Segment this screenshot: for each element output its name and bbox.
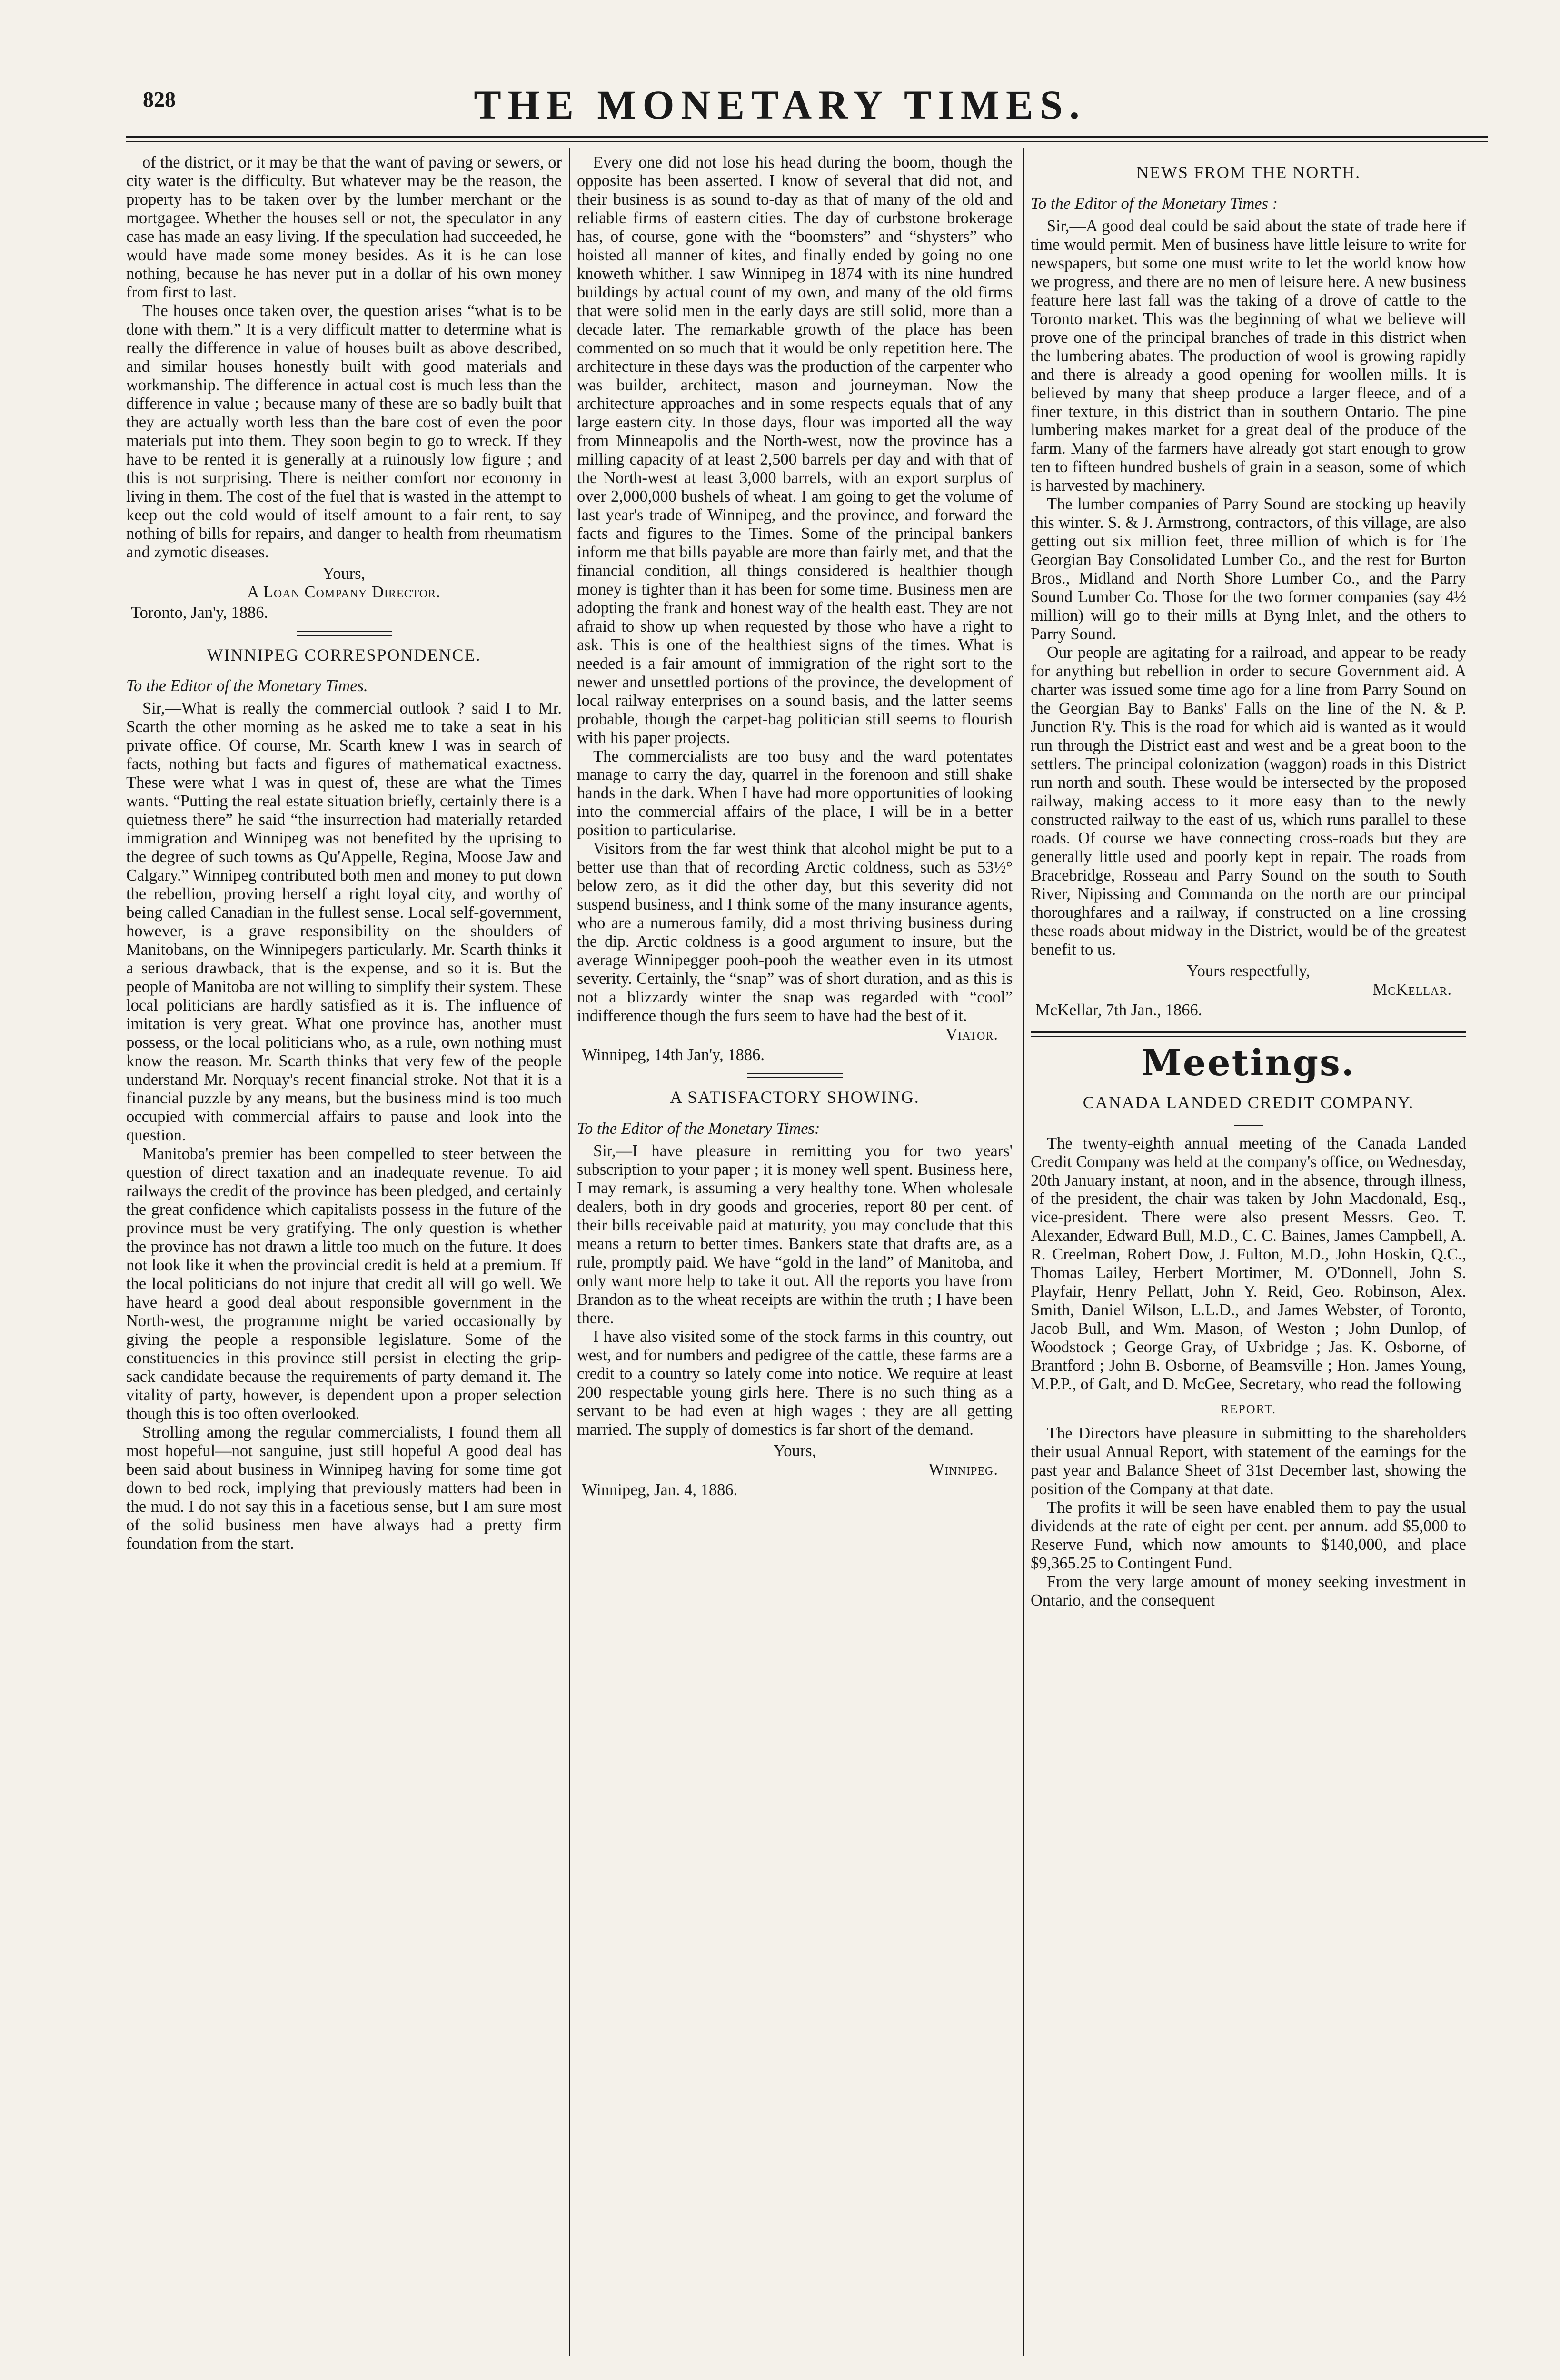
section-rule-thin bbox=[1031, 1036, 1466, 1037]
article-paragraph: Visitors from the far west think that alcohol might be put to a better use than that of recording Arctic coldness, such as 53½° below zero, as it did the other day, but this severity did not suspend business, and I think some of the many insurance agents, who are a numerous family, did a most thriving business during the dip. Arctic coldness is a good argument to insure, but the average Winnipegger pooh-pooh the weather even in its utmost severity. Certainly, the “snap” was of short duration, and as this is not a blizzardy winter the snap was regarded with “cool” indifference though the furs seem to have had the best of it. bbox=[577, 840, 1013, 1025]
section-title: Meetings. bbox=[1141, 1041, 1356, 1084]
separator-rule bbox=[747, 1077, 843, 1078]
salutation: To the Editor of the Monetary Times: bbox=[577, 1119, 820, 1138]
article-paragraph: Strolling among the regular commercialists, I found them all most hopeful—not sanguine, just still hopeful A good deal has been said about business in Winnipeg having for some time got down to bed rock, implying that previously matters had been in the mud. I do not say this in a facetious sense, but I am sure most of the solid business men have always had a pretty firm foundation from the start. bbox=[126, 1423, 562, 1553]
column-right bbox=[1031, 153, 1466, 2352]
report-label: REPORT. bbox=[1221, 1402, 1276, 1417]
page-number: 828 bbox=[143, 87, 176, 111]
separator-rule bbox=[747, 1073, 843, 1074]
signature-close: Yours respectfully, bbox=[1187, 962, 1310, 981]
heading-underline bbox=[1234, 1125, 1263, 1126]
signature-place-date: Winnipeg, 14th Jan'y, 1886. bbox=[582, 1046, 765, 1064]
signature-close: Yours, bbox=[322, 564, 366, 583]
article-paragraph: The commercialists are too busy and the ward potentates manage to carry the day, quarrel in the forenoon and still shake hands in the dark. When I have had more opportunities of looking into the commercial affairs of the place, I will be in a better position to particularise. bbox=[577, 747, 1013, 840]
masthead-rule-thin bbox=[126, 141, 1488, 142]
signature-place-date: McKellar, 7th Jan., 1866. bbox=[1035, 1001, 1202, 1019]
masthead-title: THE MONETARY TIMES. bbox=[474, 82, 1086, 128]
masthead-rule bbox=[126, 136, 1488, 138]
article-paragraph: Sir,—I have pleasure in remitting you for two years' subscription to your paper ; it is money well spent. Business here, I may remark, is assuming a very healthy tone. When wholesale dealers, both in dry goods and groceries, report 80 per cent. of their bills receivable paid at maturity, you may conclude that this means a return to better times. Bankers state that drafts are, as a rule, promptly paid. We have “gold in the land” of Manitoba, and only want more help to take it out. All the reports you have from Brandon as to the wheat receipts are within the truth ; I have been there. bbox=[577, 1141, 1013, 1327]
article-paragraph: Every one did not lose his head during the boom, though the opposite has been asserted. I know of several that did not, and their business is as sound to-day as that of many of the old and reliable firms of eastern cities. The day of curbstone brokerage has, of course, gone with the “boomsters” and “shysters” who hoisted all manner of kites, and finally ended by going no one knoweth whither. I saw Winnipeg in 1874 with its nine hundred buildings by actual count of my own, and many of the old firms that were solid men in the early days are still solid, more than a decade later. The remarkable growth of the place has been commented on so much that it would be only repetition here. The architecture in these days was the production of the carpenter who was builder, architect, mason and journeyman. Now the architecture approaches and in some respects equals that of any large eastern city. In those days, flour was imported all the way from Minneapolis and the North-west, now the province has a milling capacity of at least 2,500 barrels per day and with that of the North-west at least 3,000 barrels, with an export surplus of over 2,000,000 bushels of wheat. I am going to get the volume of last year's trade of Winnipeg, and the province, and forward the facts and figures to the Times. Some of the principal bankers inform me that bills payable are more than fairly met, and that the financial condition, all things considered is healthier though money is tighter than it has been for some time. Business men are adopting the frank and honest way of the health east. They are not afraid to show up when requested by those who have a right to ask. This is one of the healthiest signs of the times. What is needed is a fair amount of immigration of the right sort to the newer and unsettled portions of the province, the development of local railway enterprises on a sound basis, and the latter seems probable, though the carpet-bag politician still seems to flourish with his paper projects. bbox=[577, 153, 1013, 747]
article-paragraph: Sir,—What is really the commercial outlook ? said I to Mr. Scarth the other morning as he asked me to take a seat in his private office. Of course, Mr. Scarth knew I was in search of facts, nothing but facts and figures of mathematical exactness. These were what I was in quest of, these are what the Times wants. “Putting the real estate situation briefly, certainly there is a quietness there” he said “the insurrection had materially retarded immigration and Winnipeg was not benefited by the uprising to the degree of such towns as Qu'Appelle, Regina, Moose Jaw and Calgary.” Winnipeg contributed both men and money to put down the rebellion, proving herself a right loyal city, and worthy of being called Canadian in the fullest sense. Local self-government, however, is a grave responsibility on the shoulders of Manitobans, on the Winnipegers particularly. Mr. Scarth thinks it a serious drawback, that is the expense, and so it is. But the people of Manitoba are not willing to simplify their system. These local politicians are hardly satisfied as it is. The influence of imitation is very great. What one province has, another must possess, or the local politicians who, as a rule, own nothing must know the reason. Mr. Scarth thinks that very few of the people understand Mr. Norquay's recent financial stroke. Not that it is a financial puzzle by any means, but the business mind is too much occupied with commercial affairs to pause and look into the question. bbox=[126, 699, 562, 1144]
signature-name: Viator. bbox=[945, 1025, 998, 1044]
signature-name: McKellar. bbox=[1372, 981, 1452, 999]
column-divider-left bbox=[569, 148, 570, 2356]
article-heading: WINNIPEG CORRESPONDENCE. bbox=[207, 645, 481, 664]
column-divider-right bbox=[1023, 148, 1024, 2356]
article-paragraph: The profits it will be seen have enabled them to pay the usual dividends at the rate of eight per cent. per annum. add $5,000 to Reserve Fund, which now amounts to $140,000, and place $9,365.25 to Contingent Fund. bbox=[1031, 1498, 1466, 1572]
article-paragraph: I have also visited some of the stock farms in this country, out west, and for numbers and pedigree of the cattle, these farms are a credit to a country so lately come into notice. We require at least 200 respectable young girls here. There is no such thing as a servant to be had even at high wages ; they are all getting married. The supply of domestics is far short of the demand. bbox=[577, 1327, 1013, 1438]
salutation: To the Editor of the Monetary Times : bbox=[1031, 194, 1278, 213]
article-paragraph: From the very large amount of money seeking investment in Ontario, and the consequent bbox=[1031, 1572, 1466, 1609]
signature-name: Winnipeg. bbox=[928, 1460, 998, 1478]
section-rule bbox=[1031, 1031, 1466, 1033]
article-paragraph: Manitoba's premier has been compelled to steer between the question of direct taxation and an inadequate revenue. To aid railways the credit of the province has been pledged, and certainly the great confidence which capitalists possess in the future of the province must be very gratifying. The only question is whether the province has not drawn a little too much on the future. It does not look like it when the provincial credit is held at a premium. If the local politicians do not injure that credit all will go well. We have heard a good deal about responsible government in the North-west, the programme might be varied occasionally by giving the people a responsible legislature. Some of the constituencies in this province still persist in electing the grip-sack candidate because the requirements of party demand it. The vitality of party, however, is dependent upon a proper selection though this is too often overlooked. bbox=[126, 1144, 562, 1423]
article-paragraph: The Directors have pleasure in submitting to the shareholders their usual Annual Report, with statement of the earnings for the past year and Balance Sheet of 31st December last, showing the position of the Company at that date. bbox=[1031, 1424, 1466, 1498]
article-paragraph: of the district, or it may be that the want of paving or sewers, or city water is the difficulty. But whatever may be the reason, the property has to be taken over by the lumber merchant or the mortgagee. Whether the houses sell or not, the speculator in any case has made an easy living. If the speculation had succeeded, he would have made some money besides. As it is he can lose nothing, because he has never put in a dollar of his own money from first to last. bbox=[126, 153, 562, 301]
signature-name: A Loan Company Director. bbox=[247, 583, 441, 601]
article-paragraph: The lumber companies of Parry Sound are stocking up heavily this winter. S. & J. Armstrong, contractors, of this village, are also getting out six million feet, three million of which is for The Georgian Bay Consolidated Lumber Co., and the rest for Burton Bros., Midland and North Shore Lumber Co., and the Parry Sound Lumber Co. Those for the two former companies (say 4½ million) will go to their mills at Byng Inlet, and the others to Parry Sound. bbox=[1031, 495, 1466, 644]
article-paragraph: The houses once taken over, the question arises “what is to be done with them.” It is a very difficult matter to determine what is really the difference in value of houses built as above described, and similar houses honestly built with good materials and workmanship. The difference in actual cost is much less than the difference in value ; because many of these are so badly built that they are actually worth less than the bare cost of even the poor materials put into them. They soon begin to go to wreck. If they have to be rented it is generally at a ruinously low figure ; and this is not surprising. There is neither comfort nor economy in living in them. The cost of the fuel that is wasted in the attempt to keep out the cold would of itself amount to a fair rent, to say nothing of bills for repairs, and danger to health from rheumatism and zymotic diseases. bbox=[126, 301, 562, 561]
column-middle bbox=[577, 153, 1013, 2352]
signature-close: Yours, bbox=[773, 1441, 816, 1460]
article-paragraph: Sir,—A good deal could be said about the state of trade here if time would permit. Men of business have little leisure to write for newspapers, but some one must write to let the world know how we progress, and there are no men of leisure here. A new business feature here last fall was the taking of a drove of cattle to the Toronto market. This was the beginning of what we believe will prove one of the principal branches of trade in this district when the lumbering abates. The production of wool is growing rapidly and there is already a good opening for woollen mills. It is believed by many that sheep produce a larger fleece, and of a finer texture, in this district than in southern Ontario. The pine lumbering makes market for a great deal of the produce of the farm. Many of the farmers have already got start enough to grow ten to fifteen hundred bushels of grain in a season, some of which is harvested by machinery. bbox=[1031, 217, 1466, 495]
article-paragraph: The twenty-eighth annual meeting of the Canada Landed Credit Company was held at the company's office, on Wednesday, 20th January instant, at noon, and in the absence, through illness, of the president, the chair was taken by John Macdonald, Esq., vice-president. There were also present Messrs. Geo. T. Alexander, Edward Bull, M.D., C. C. Baines, James Campbell, A. R. Creelman, Robert Dow, J. Fulton, M.D., John Hoskin, Q.C., Thomas Lailey, Herbert Mortimer, M. O'Donnell, John S. Playfair, Henry Pellatt, John Y. Reid, Geo. Robinson, Alex. Smith, Daniel Wilson, L.L.D., and James Webster, of Toronto, Jacob Bull, and Wm. Mason, of Weston ; John Dunlop, of Woodstock ; George Gray, of Uxbridge ; Jas. K. Osborne, of Brantford ; John B. Osborne, of Beamsville ; Hon. James Young, M.P.P., of Galt, and D. McGee, Secretary, who read the following bbox=[1031, 1134, 1466, 1394]
article-heading: CANADA LANDED CREDIT COMPANY. bbox=[1083, 1092, 1414, 1112]
separator-rule bbox=[297, 631, 392, 632]
signature-place-date: Winnipeg, Jan. 4, 1886. bbox=[582, 1480, 738, 1499]
salutation: To the Editor of the Monetary Times. bbox=[126, 677, 368, 695]
article-heading: NEWS FROM THE NORTH. bbox=[1136, 163, 1361, 182]
article-paragraph: Our people are agitating for a railroad, and appear to be ready for anything but rebellion in order to secure Government aid. A charter was issued some time ago for a line from Parry Sound on the Georgian Bay to Banks' Falls on the line of the N. & P. Junction R'y. This is the road for which aid is wanted as it would run through the District east and west and be a great boon to the settlers. The principal colonization (waggon) roads in this District run north and south. These would be intersected by the proposed railway, making access to it more easy than to the newly constructed railway to the east of us, which runs parallel to these roads. Of course we have connecting cross-roads but they are generally little used and poorly kept in repair. The roads from Bracebridge, Rosseau and Parry Sound on the south to South River, Nipissing and Commanda on the north are our principal thoroughfares and a railway, if constructed on a line crossing these roads about midway in the District, would be of the greatest benefit to us. bbox=[1031, 644, 1466, 959]
column-left bbox=[126, 153, 562, 2352]
separator-rule bbox=[297, 635, 392, 636]
signature-place-date: Toronto, Jan'y, 1886. bbox=[131, 603, 268, 622]
article-heading: A SATISFACTORY SHOWING. bbox=[670, 1088, 920, 1107]
